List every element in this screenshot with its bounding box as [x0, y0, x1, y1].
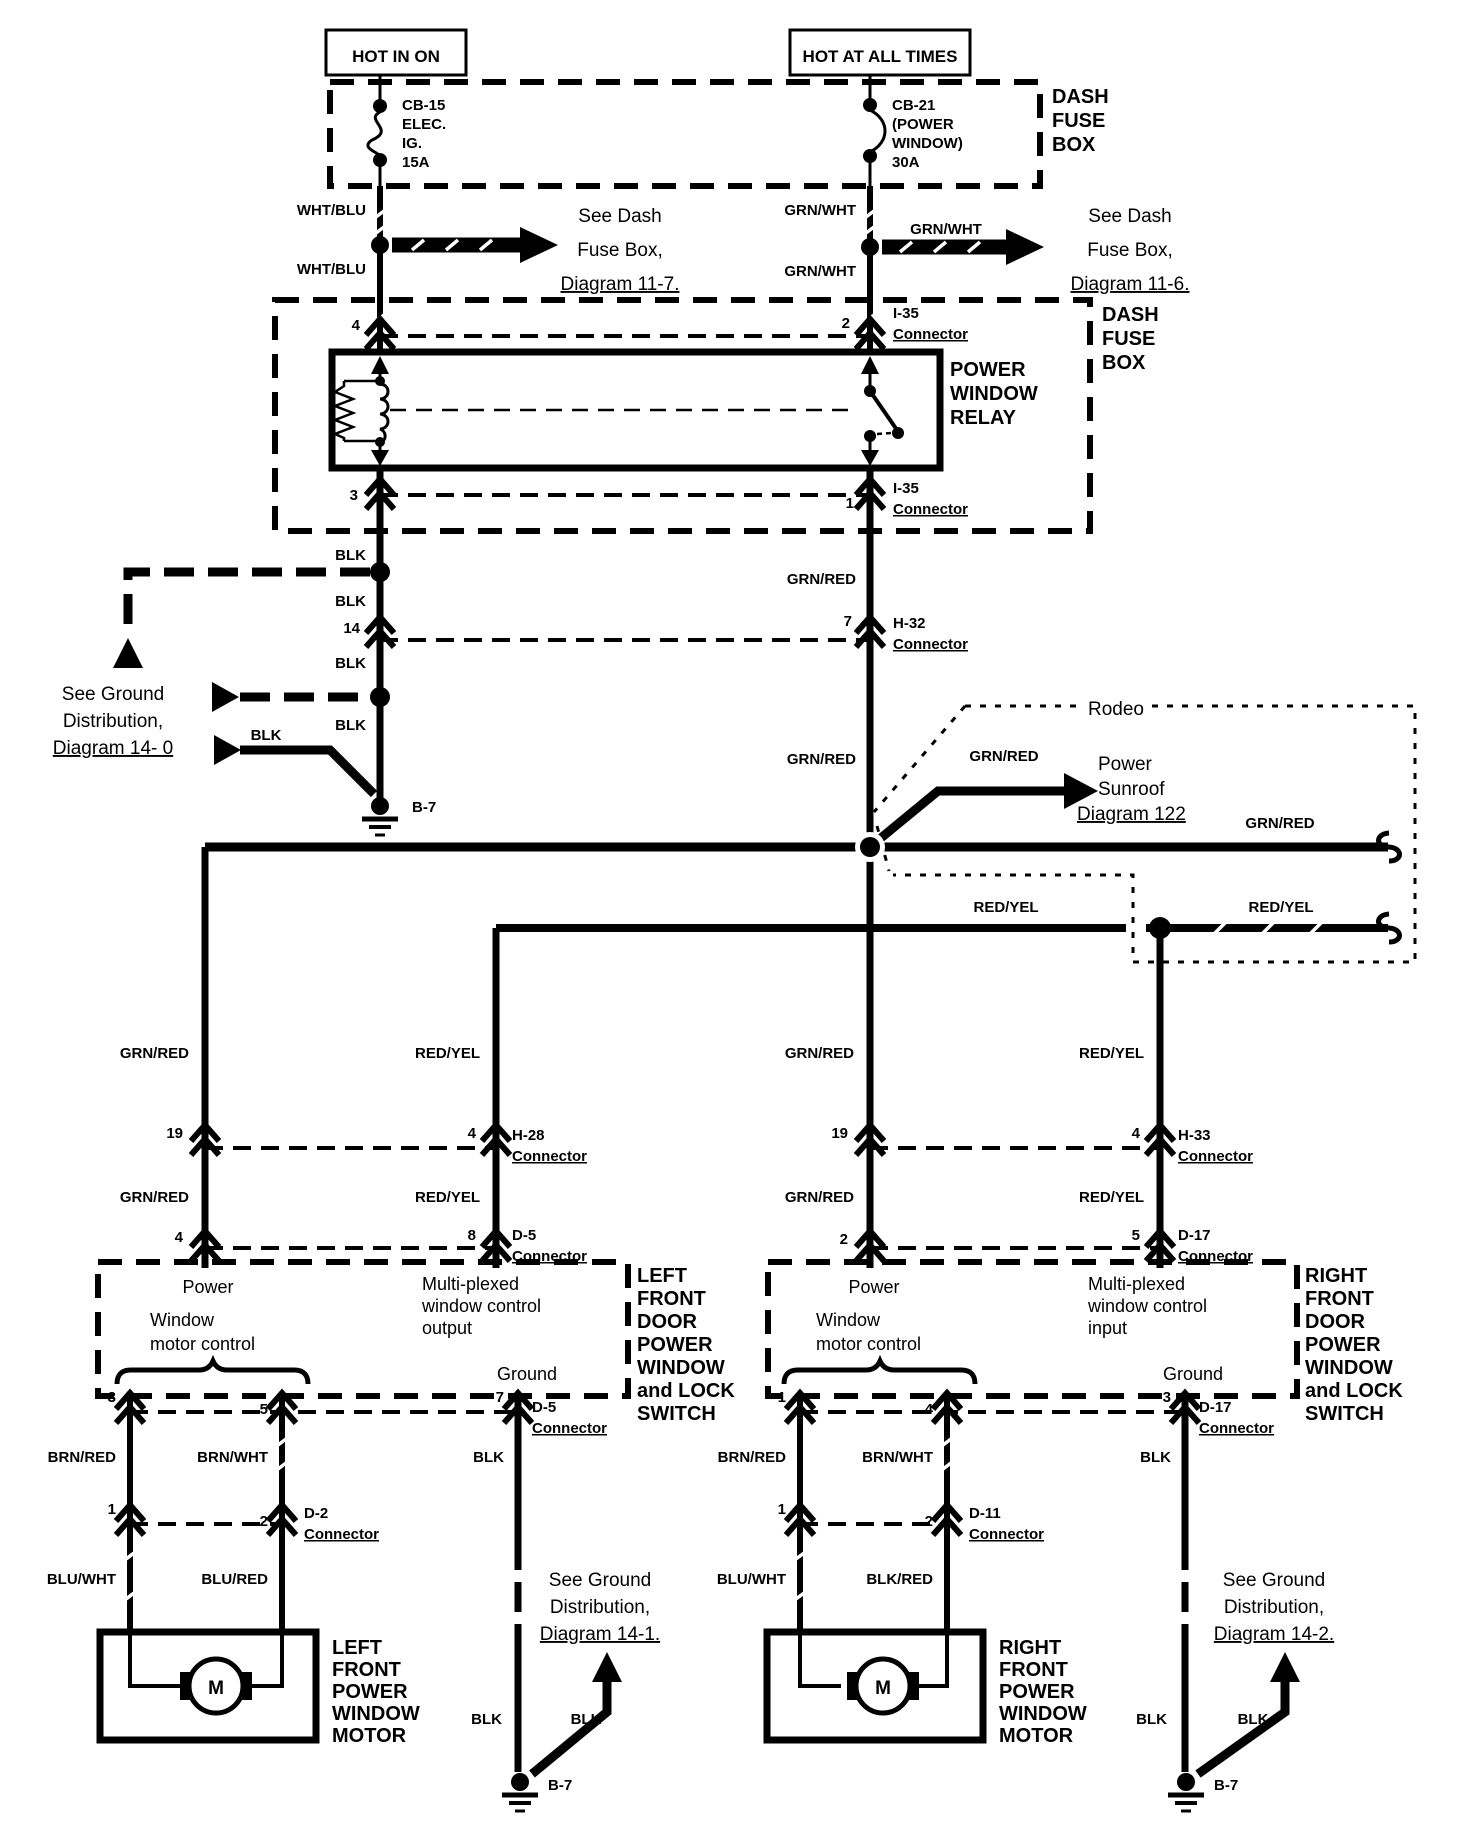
- rodeo-option-outline: [874, 706, 1415, 962]
- relay-title: POWER: [950, 359, 1026, 381]
- svg-text:input: input: [1088, 1318, 1128, 1338]
- junction-main: [860, 837, 880, 857]
- svg-text:BOX: BOX: [1052, 134, 1096, 156]
- pin-3: 3: [107, 1389, 116, 1406]
- pin-1: 1: [107, 1501, 116, 1518]
- svg-text:motor control: motor control: [816, 1334, 922, 1354]
- svg-text:BLK: BLK: [335, 717, 366, 734]
- connector-h28: [166, 1125, 587, 1165]
- svg-text:See Dash: See Dash: [1088, 206, 1172, 227]
- svg-text:CB-15: CB-15: [402, 97, 446, 114]
- left-window-motor: [100, 1632, 420, 1747]
- pin-8: 8: [467, 1227, 476, 1244]
- right-door-switch: [768, 1262, 1403, 1425]
- pin-14: 14: [343, 620, 360, 637]
- svg-text:and LOCK: and LOCK: [1305, 1380, 1403, 1402]
- wire-label-wht-blu: WHT/BLU: [296, 261, 366, 278]
- diagram-ref-122: Diagram 122: [1077, 804, 1186, 825]
- arrowhead-icon: [1006, 229, 1044, 265]
- svg-text:RED/YEL: RED/YEL: [973, 899, 1039, 916]
- ground-id-b7: B-7: [548, 1777, 573, 1794]
- left-switch-outputs: [47, 1389, 607, 1772]
- svg-text:WINDOW: WINDOW: [950, 383, 1038, 405]
- pin-1: 1: [777, 1389, 786, 1406]
- svg-text:Ground: Ground: [1162, 1364, 1224, 1384]
- svg-text:motor control: motor control: [150, 1334, 256, 1354]
- offpage-hook-icon: [1379, 914, 1400, 942]
- svg-text:Connector: Connector: [1178, 1148, 1253, 1165]
- svg-text:BLK: BLK: [471, 1711, 502, 1728]
- pin-19: 19: [831, 1125, 848, 1142]
- svg-text:Fuse Box,: Fuse Box,: [1087, 240, 1173, 261]
- svg-text:Window: Window: [816, 1310, 881, 1330]
- svg-text:D-5: D-5: [512, 1227, 537, 1244]
- pin-7: 7: [495, 1389, 504, 1406]
- svg-text:See Dash: See Dash: [578, 206, 662, 227]
- connector-d2: [108, 1501, 380, 1543]
- svg-text:SWITCH: SWITCH: [1305, 1403, 1384, 1425]
- svg-text:MOTOR: MOTOR: [332, 1725, 407, 1747]
- circuit-breaker-cb21: [863, 75, 963, 186]
- svg-text:RED/YEL: RED/YEL: [1248, 899, 1314, 916]
- right-motor-title: RIGHT: [999, 1637, 1062, 1659]
- pin-4: 4: [1131, 1125, 1140, 1142]
- svg-text:POWER: POWER: [1305, 1334, 1381, 1356]
- svg-text:Connector: Connector: [893, 326, 968, 343]
- pin-5: 5: [259, 1401, 268, 1418]
- svg-text:D-5: D-5: [532, 1399, 557, 1416]
- svg-text:Connector: Connector: [512, 1148, 587, 1165]
- svg-text:BLK/RED: BLK/RED: [866, 1571, 933, 1588]
- power-window-relay: [332, 352, 1038, 468]
- offpage-hook-icon: [1379, 833, 1400, 861]
- svg-text:GRN/RED: GRN/RED: [784, 1189, 854, 1206]
- svg-text:FRONT: FRONT: [999, 1659, 1068, 1681]
- svg-text:RED/YEL: RED/YEL: [414, 1045, 480, 1062]
- svg-text:GRN/RED: GRN/RED: [786, 751, 856, 768]
- connector-d11: [778, 1501, 1045, 1543]
- svg-text:WINDOW: WINDOW: [1305, 1357, 1393, 1379]
- svg-text:Multi-plexed: Multi-plexed: [1088, 1274, 1186, 1294]
- svg-text:Sunroof: Sunroof: [1098, 779, 1165, 800]
- svg-text:H-28: H-28: [512, 1127, 545, 1144]
- svg-text:BLK: BLK: [335, 547, 366, 564]
- fuse-box-2-title: DASH: [1102, 304, 1159, 326]
- svg-text:15A: 15A: [402, 154, 430, 171]
- branch-arrow-left: [392, 206, 679, 295]
- sunroof-branch: [870, 748, 1186, 847]
- svg-text:GRN/RED: GRN/RED: [1245, 815, 1315, 832]
- svg-text:I-35: I-35: [893, 480, 919, 497]
- svg-text:M: M: [208, 1678, 224, 1699]
- svg-text:Power: Power: [1098, 754, 1152, 775]
- svg-text:BLK: BLK: [1237, 1711, 1269, 1728]
- branch-arrow-right: [882, 206, 1189, 295]
- svg-text:Window: Window: [150, 1310, 215, 1330]
- svg-text:WINDOW): WINDOW): [892, 135, 963, 152]
- svg-text:BLK: BLK: [250, 727, 282, 744]
- svg-text:DOOR: DOOR: [637, 1311, 697, 1333]
- right-switch-outputs: [717, 1389, 1274, 1772]
- svg-text:FUSE: FUSE: [1052, 110, 1106, 132]
- svg-text:30A: 30A: [892, 154, 920, 171]
- svg-text:Distribution,: Distribution,: [1223, 1597, 1325, 1618]
- lower-connectors: [120, 1045, 1253, 1265]
- svg-text:WINDOW: WINDOW: [999, 1703, 1087, 1725]
- connector-h33: [831, 1125, 1253, 1165]
- svg-text:WINDOW: WINDOW: [637, 1357, 725, 1379]
- svg-text:Connector: Connector: [512, 1248, 587, 1265]
- brace-icon: [117, 1361, 308, 1384]
- svg-text:BRN/RED: BRN/RED: [717, 1449, 786, 1466]
- svg-text:BRN/WHT: BRN/WHT: [862, 1449, 933, 1466]
- svg-text:H-32: H-32: [893, 615, 926, 632]
- svg-text:BLU/WHT: BLU/WHT: [46, 1571, 116, 1588]
- svg-text:BOX: BOX: [1102, 352, 1146, 374]
- circuit-breaker-cb15: [368, 75, 446, 186]
- pin-19: 19: [166, 1125, 183, 1142]
- svg-text:D-17: D-17: [1178, 1227, 1211, 1244]
- pin-2: 2: [841, 315, 850, 332]
- svg-text:BLK: BLK: [473, 1449, 504, 1466]
- ground-id-b7: B-7: [1214, 1777, 1239, 1794]
- wire-label-grn-wht: GRN/WHT: [910, 221, 982, 238]
- ground-id-b7: B-7: [412, 799, 437, 816]
- svg-text:Connector: Connector: [893, 636, 968, 653]
- ground-chain-left: [53, 468, 436, 835]
- svg-text:BLU/RED: BLU/RED: [201, 1571, 268, 1588]
- pin-1: 1: [845, 495, 854, 512]
- diagram-ref-14-1: Diagram 14-1.: [539, 1624, 661, 1645]
- svg-text:FUSE: FUSE: [1102, 328, 1156, 350]
- svg-text:D-11: D-11: [969, 1505, 1001, 1522]
- svg-text:Power: Power: [848, 1277, 900, 1297]
- svg-text:I-35: I-35: [893, 305, 919, 322]
- right-switch-title: RIGHT: [1305, 1265, 1368, 1287]
- ground-symbol-b7: [362, 797, 398, 835]
- junction-red-yel: [1149, 917, 1171, 939]
- svg-text:Connector: Connector: [1199, 1420, 1274, 1437]
- grn-red-trunk: [784, 466, 870, 1268]
- svg-text:D-17: D-17: [1199, 1399, 1232, 1416]
- rodeo-label: Rodeo: [1088, 699, 1144, 720]
- dash-fuse-box-2: [275, 300, 1159, 531]
- svg-text:Ground: Ground: [496, 1364, 558, 1384]
- ground-symbol-b7: [1168, 1773, 1204, 1811]
- svg-text:MOTOR: MOTOR: [999, 1725, 1074, 1747]
- svg-text:window control: window control: [422, 1296, 542, 1316]
- pin-5: 5: [1131, 1227, 1140, 1244]
- svg-text:Distribution,: Distribution,: [549, 1597, 651, 1618]
- svg-text:Connector: Connector: [893, 501, 968, 518]
- svg-text:See Ground: See Ground: [61, 684, 165, 705]
- svg-text:Multi-plexed: Multi-plexed: [422, 1274, 520, 1294]
- svg-text:FRONT: FRONT: [1305, 1288, 1374, 1310]
- svg-text:GRN/RED: GRN/RED: [119, 1045, 189, 1062]
- left-switch-title: LEFT: [637, 1265, 687, 1287]
- svg-text:H-33: H-33: [1178, 1127, 1211, 1144]
- diagram-ref-11-7: Diagram 11-7.: [560, 274, 680, 295]
- svg-text:Fuse Box,: Fuse Box,: [577, 240, 663, 261]
- svg-text:SWITCH: SWITCH: [637, 1403, 716, 1425]
- svg-text:M: M: [875, 1678, 891, 1699]
- svg-text:BLK: BLK: [1136, 1711, 1167, 1728]
- svg-text:BLU/WHT: BLU/WHT: [716, 1571, 786, 1588]
- pin-2: 2: [924, 1513, 933, 1530]
- svg-text:BLK: BLK: [335, 655, 366, 672]
- svg-text:(POWER: (POWER: [892, 116, 954, 133]
- svg-text:Connector: Connector: [969, 1526, 1044, 1543]
- diagram-ref-14-2: Diagram 14-2.: [1213, 1624, 1335, 1645]
- wire-label-grn-wht: GRN/WHT: [784, 202, 856, 219]
- svg-text:RED/YEL: RED/YEL: [414, 1189, 480, 1206]
- svg-text:Connector: Connector: [532, 1420, 607, 1437]
- svg-text:and LOCK: and LOCK: [637, 1380, 735, 1402]
- svg-text:Distribution,: Distribution,: [62, 711, 164, 732]
- diagram-ref-14-0: Diagram 14- 0: [52, 738, 174, 759]
- main-distribution: [205, 699, 1415, 1268]
- pin-4: 4: [351, 317, 360, 334]
- svg-text:GRN/RED: GRN/RED: [786, 571, 856, 588]
- svg-text:D-2: D-2: [304, 1505, 329, 1522]
- svg-text:POWER: POWER: [999, 1681, 1075, 1703]
- pin-3: 3: [349, 487, 358, 504]
- svg-text:FRONT: FRONT: [637, 1288, 706, 1310]
- power-source-right: [790, 30, 970, 75]
- svg-text:POWER: POWER: [332, 1681, 408, 1703]
- svg-text:Connector: Connector: [1178, 1248, 1253, 1265]
- connector-h32: [380, 613, 968, 653]
- hot-in-on-label: HOT IN ON: [352, 47, 440, 66]
- svg-text:See Ground: See Ground: [548, 1570, 652, 1591]
- wire-label-wht-blu: WHT/BLU: [296, 202, 366, 219]
- pin-7: 7: [843, 613, 852, 630]
- svg-text:BLK: BLK: [570, 1711, 602, 1728]
- svg-text:IG.: IG.: [402, 135, 423, 152]
- pin-1: 1: [777, 1501, 786, 1518]
- fuse-box-1-title: DASH: [1052, 86, 1109, 108]
- svg-text:GRN/RED: GRN/RED: [119, 1189, 189, 1206]
- svg-text:BRN/RED: BRN/RED: [47, 1449, 116, 1466]
- svg-text:window control: window control: [1088, 1296, 1208, 1316]
- svg-text:CB-21: CB-21: [892, 97, 936, 114]
- svg-text:Power: Power: [182, 1277, 234, 1297]
- svg-text:WINDOW: WINDOW: [332, 1703, 420, 1725]
- brace-icon: [784, 1361, 975, 1384]
- svg-text:RED/YEL: RED/YEL: [1078, 1045, 1144, 1062]
- power-source-left: [326, 30, 466, 75]
- hot-at-all-times-label: HOT AT ALL TIMES: [802, 47, 958, 66]
- ground-symbol-b7: [502, 1773, 538, 1811]
- dash-fuse-box-1: [330, 75, 1109, 186]
- svg-text:RELAY: RELAY: [950, 407, 1016, 429]
- svg-text:BRN/WHT: BRN/WHT: [197, 1449, 268, 1466]
- right-window-motor: [767, 1632, 1087, 1747]
- diagram-ref-11-6: Diagram 11-6.: [1070, 274, 1190, 295]
- relay-switch: [861, 356, 904, 466]
- svg-text:See Ground: See Ground: [1222, 1570, 1326, 1591]
- bottom-ground-left: [471, 1570, 660, 1811]
- pin-3: 3: [1162, 1389, 1171, 1406]
- pin-2: 2: [839, 1231, 848, 1248]
- svg-text:FRONT: FRONT: [332, 1659, 401, 1681]
- svg-text:DOOR: DOOR: [1305, 1311, 1365, 1333]
- pin-2: 2: [259, 1513, 268, 1530]
- svg-text:Connector: Connector: [304, 1526, 379, 1543]
- left-door-switch: [98, 1262, 735, 1425]
- svg-text:output: output: [422, 1318, 473, 1338]
- svg-text:BLK: BLK: [1140, 1449, 1171, 1466]
- svg-text:GRN/RED: GRN/RED: [969, 748, 1039, 765]
- svg-text:BLK: BLK: [335, 593, 366, 610]
- svg-text:ELEC.: ELEC.: [402, 116, 447, 133]
- bottom-ground-right: [1136, 1570, 1334, 1811]
- pin-4: 4: [467, 1125, 476, 1142]
- arrowhead-icon: [520, 227, 558, 263]
- pin-4: 4: [924, 1401, 933, 1418]
- connector-i35-bottom: [350, 479, 969, 518]
- wire-label-grn-wht: GRN/WHT: [784, 263, 856, 280]
- pin-4: 4: [174, 1229, 183, 1246]
- svg-text:POWER: POWER: [637, 1334, 713, 1356]
- svg-text:GRN/RED: GRN/RED: [784, 1045, 854, 1062]
- svg-text:RED/YEL: RED/YEL: [1078, 1189, 1144, 1206]
- left-motor-title: LEFT: [332, 1637, 382, 1659]
- relay-coil: [335, 356, 389, 466]
